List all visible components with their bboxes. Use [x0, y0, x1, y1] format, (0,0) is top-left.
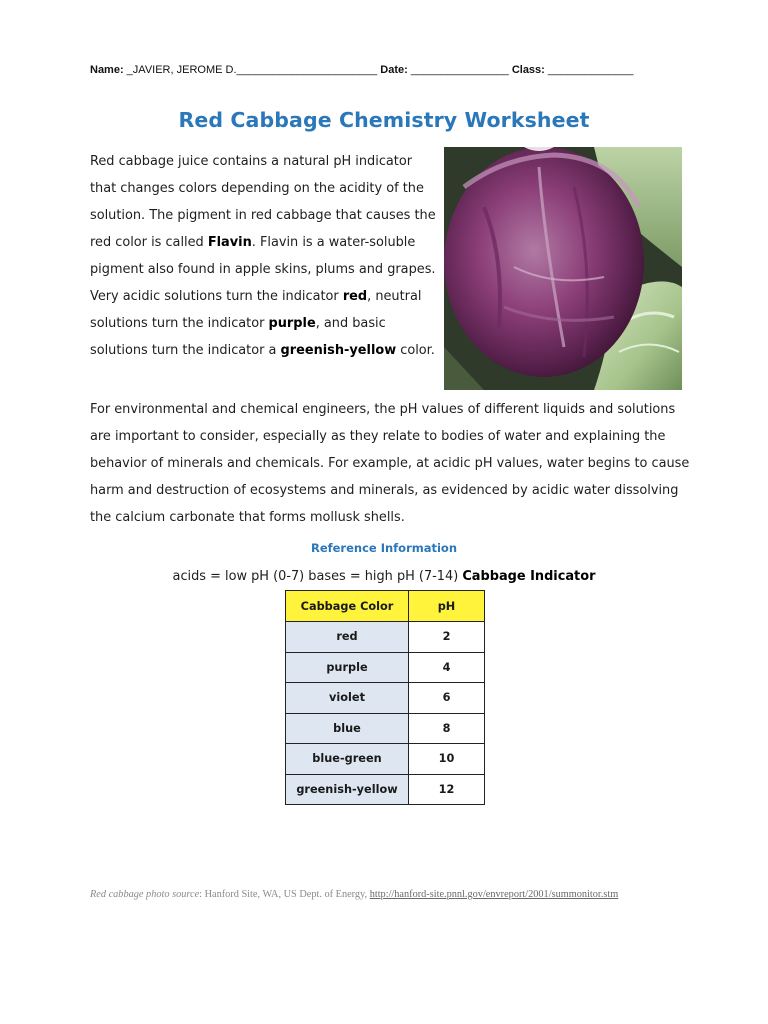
cell-color: red	[286, 622, 409, 653]
class-value: ______________	[544, 64, 634, 76]
cell-ph: 8	[409, 713, 485, 744]
cell-color: purple	[286, 652, 409, 683]
table-header-row	[286, 591, 485, 622]
class-label: Class:	[511, 64, 545, 76]
page-title: Red Cabbage Chemistry Worksheet	[178, 108, 590, 132]
cell-ph: 6	[409, 683, 485, 714]
intro-bold-greenish-yellow: greenish-yellow	[280, 343, 397, 358]
table-row	[286, 713, 485, 744]
cabbage-ph-table	[285, 590, 485, 805]
cell-color: violet	[286, 683, 409, 714]
reference-heading: Reference Information	[310, 541, 458, 555]
ph-range-line	[0, 569, 768, 584]
table-row	[286, 652, 485, 683]
ph-range-text: acids = low pH (0-7) bases = high pH (7-14)	[172, 569, 463, 584]
photo-source-label: Red cabbage photo source	[90, 889, 200, 900]
intro-bold-flavin: Flavin	[207, 235, 252, 250]
cell-ph: 4	[409, 652, 485, 683]
table-row	[286, 683, 485, 714]
intro-bold-red: red	[342, 289, 368, 304]
cell-ph: 12	[409, 774, 485, 805]
table-row	[286, 774, 485, 805]
engineering-paragraph: For environmental and chemical engineers, the pH values of different liquids and solutions are important to consider, especially as they relate to bodies of water and explaining the behavior of minerals and chemicals. For example, at acidic pH values, water begins to cause harm and destruction of ecosystems and minerals, as evidenced by acidic water dissolving the calcium carbonate that forms mollusk shells.	[90, 402, 690, 525]
name-label: Name:	[90, 64, 124, 76]
cabbage-indicator-label: Cabbage Indicator	[462, 569, 596, 584]
photo-source-text: : Hanford Site, WA, US Dept. of Energy,	[199, 889, 370, 900]
intro-text-1: Red cabbage juice contains a natural pH indicator that changes colors depending on the acidity of the solution. The pigment in red cabbage that causes the red color is called	[90, 154, 436, 250]
intro-text-4: , and basic solutions turn the indicator a	[90, 316, 386, 358]
cell-color: blue-green	[286, 744, 409, 775]
name-value: _JAVIER, JEROME D._______________________	[123, 64, 378, 76]
cabbage-image	[444, 147, 682, 390]
table-row	[286, 744, 485, 775]
cell-color: blue	[286, 713, 409, 744]
intro-paragraph	[90, 148, 436, 364]
date-label: Date:	[380, 64, 408, 76]
header-cabbage-color: Cabbage Color	[286, 591, 409, 622]
photo-source-line	[90, 889, 710, 900]
photo-source-link[interactable]: http://hanford-site.pnnl.gov/envreport/2001/summonitor.stm	[369, 889, 619, 900]
header-ph: pH	[409, 591, 485, 622]
date-value: ________________	[407, 64, 509, 76]
table-row	[286, 622, 485, 653]
intro-text-5: color.	[396, 343, 435, 358]
intro-text-3: , neutral solutions turn the indicator	[90, 289, 422, 331]
cell-ph: 2	[409, 622, 485, 653]
header-line	[90, 64, 690, 76]
red-cabbage-photo	[444, 147, 682, 390]
intro-text-2: . Flavin is a water-soluble pigment also found in apple skins, plums and grapes. Very acidic solutions turn the indicator	[90, 235, 436, 304]
cell-ph: 10	[409, 744, 485, 775]
intro-bold-purple: purple	[268, 316, 316, 331]
cell-color: greenish-yellow	[286, 774, 409, 805]
